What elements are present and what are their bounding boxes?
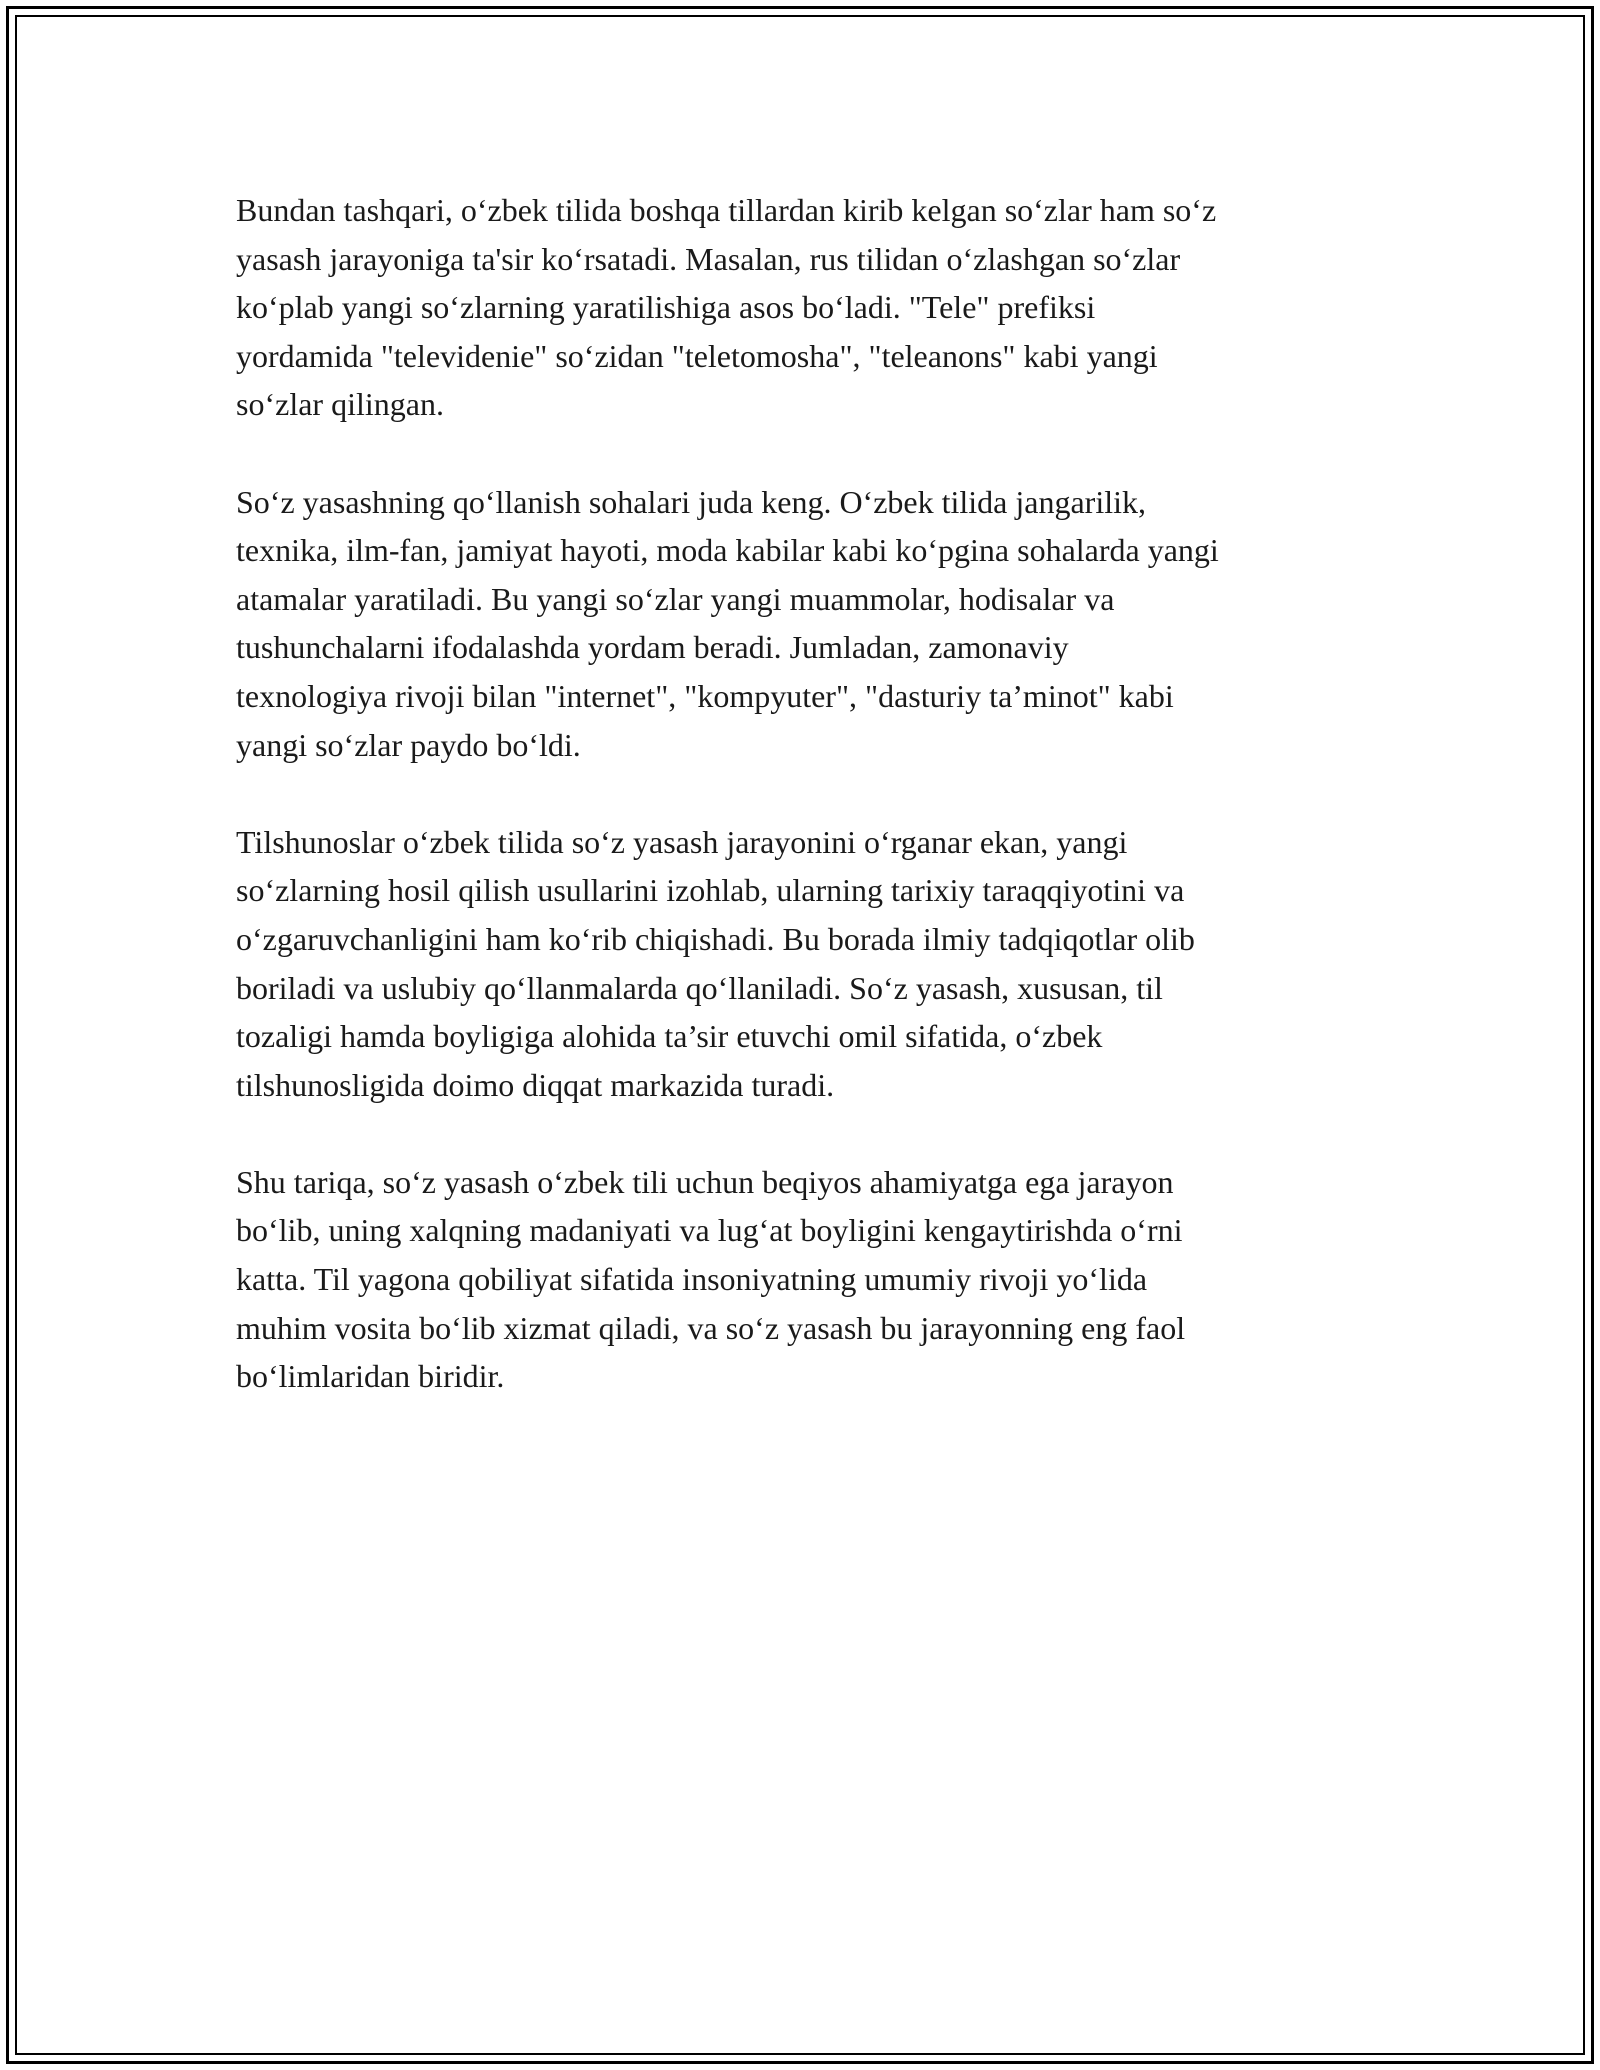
paragraph-linguists: Tilshunoslar o‘zbek tilida so‘z yasash jarayonini o‘rganar ekan, yangi so‘zlarning hosil qilish usullarini izohlab, ularning tarixiy taraqqiyotini va o‘zgaruvchanligini ham ko‘rib chiqishadi. Bu borada ilmiy tadqiqotlar olib boriladi va uslubiy qo‘llanmalarda qo‘llaniladi. So‘z yasash, xususan, til tozaligi hamda boyligiga alohida ta’sir etuvchi omil sifatida, o‘zbek tilshunosligida doimo diqqat markazida turadi. — [236, 823, 1195, 1103]
paragraph-conclusion: Shu tariqa, so‘z yasash o‘zbek tili uchun beqiyos ahamiyatga ega jarayon bo‘lib, uning xalqning madaniyati va lug‘at boyligini kengaytirishda o‘rni katta. Til yagona qobiliyat sifatida insoniyatning umumiy rivoji yo‘lida muhim vosita bo‘lib xizmat qiladi, va so‘z yasash bu jarayonning eng faol bo‘limlaridan biridir. — [236, 1163, 1186, 1395]
paragraph-loanwords: Bundan tashqari, o‘zbek tilida boshqa tillardan kirib kelgan so‘zlar ham so‘z yasash jarayoniga ta'sir ko‘rsatadi. Masalan, rus tilidan o‘zlashgan so‘zlar ko‘plab yangi so‘zlarning yaratilishiga asos bo‘ladi. "Tele" prefiksi yordamida "televidenie" so‘zidan "teletomosha", "teleanons" kabi yangi so‘zlar qilingan. — [236, 192, 1217, 423]
document-body — [236, 186, 1386, 1449]
paragraph-usage-areas: So‘z yasashning qo‘llanish sohalari juda keng. O‘zbek tilida jangarilik, texnika, ilm-fan, jamiyat hayoti, moda kabilar kabi ko‘pgina sohalarda yangi atamalar yaratiladi. Bu yangi so‘zlar yangi muammolar, hodisalar va tushunchalarni ifodalashda yordam beradi. Jumladan, zamonaviy texnologiya rivoji bilan "internet", "kompyuter", "dasturiy ta’minot" kabi yangi so‘zlar paydo bo‘ldi. — [236, 483, 1219, 763]
